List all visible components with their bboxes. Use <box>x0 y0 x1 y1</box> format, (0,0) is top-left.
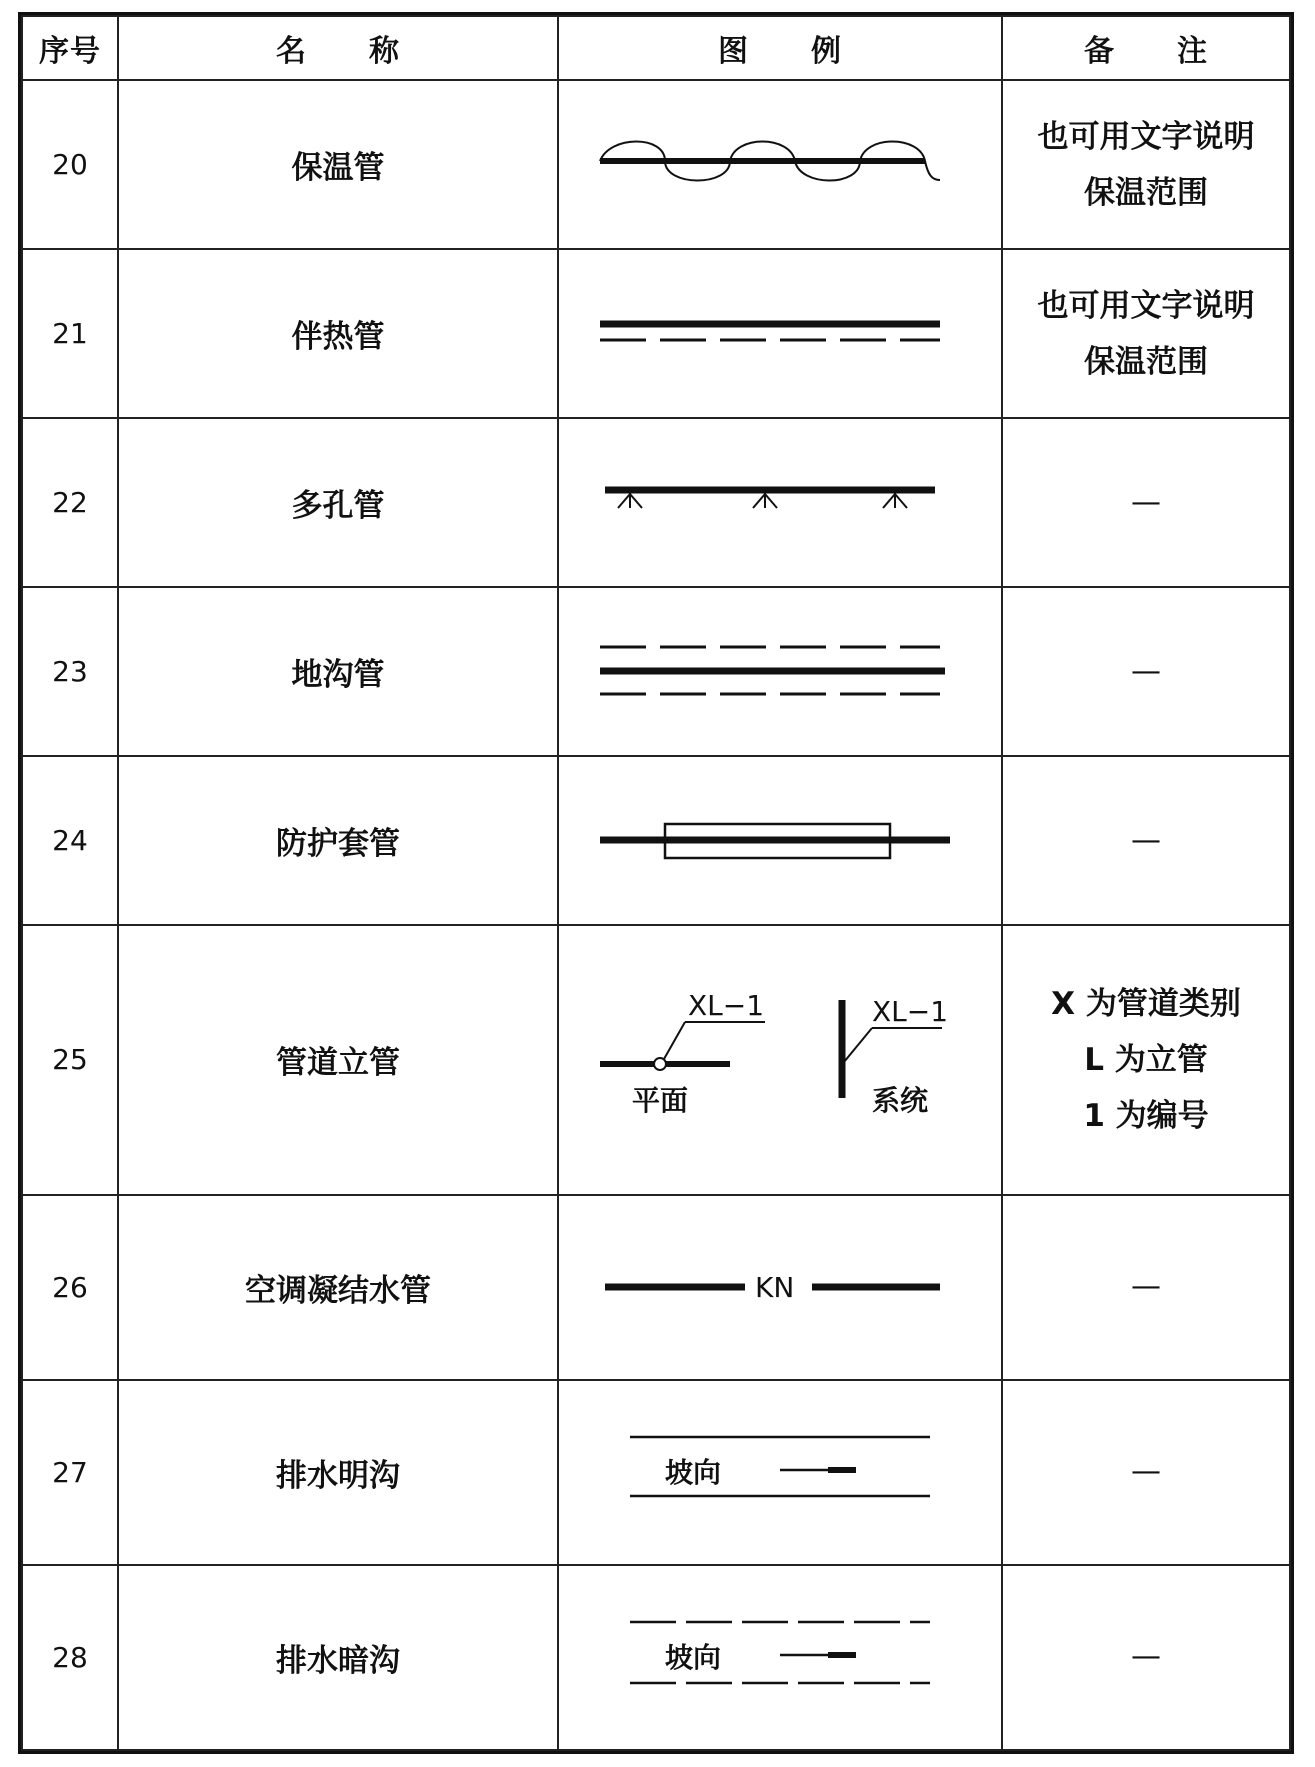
row-remark <box>1002 925 1290 1195</box>
row-number: 27 <box>22 1380 118 1565</box>
table-row <box>22 756 1290 925</box>
row-number: 26 <box>22 1195 118 1380</box>
row-number: 22 <box>22 418 118 587</box>
table-row <box>22 925 1290 1195</box>
row-name: 多孔管 <box>118 418 558 587</box>
row-remark <box>1002 756 1290 925</box>
row-name: 排水明沟 <box>118 1380 558 1565</box>
row-remark <box>1002 80 1290 249</box>
row-remark <box>1002 249 1290 418</box>
remark-line: 1 为编号 <box>1083 1097 1209 1134</box>
row-remark <box>1002 1195 1290 1380</box>
pipe-legend-table <box>21 15 1291 1751</box>
table-row <box>22 1565 1290 1750</box>
row-remark <box>1002 1380 1290 1565</box>
remark-line: — <box>1131 484 1161 520</box>
row-number: 24 <box>22 756 118 925</box>
table-row <box>22 1380 1290 1565</box>
row-number: 20 <box>22 80 118 249</box>
remark-line: 保温范围 <box>1084 343 1208 380</box>
row-name: 管道立管 <box>118 925 558 1195</box>
riser-label-system: XL−1 <box>872 994 949 1028</box>
header-remark: 备 注 <box>1002 16 1290 80</box>
row-name: 地沟管 <box>118 587 558 756</box>
row-name: 空调凝结水管 <box>118 1195 558 1380</box>
table-row <box>22 418 1290 587</box>
header-name: 名 称 <box>118 16 558 80</box>
legend-table-sheet <box>18 12 1294 1754</box>
table-row <box>22 80 1290 249</box>
heat-tracing-pipe-symbol <box>558 249 1002 418</box>
row-remark <box>1002 418 1290 587</box>
condensate-code: KN <box>755 1271 795 1305</box>
row-remark <box>1002 587 1290 756</box>
table-row <box>22 249 1290 418</box>
open-drain-symbol <box>558 1380 1002 1565</box>
condensate-pipe-symbol <box>558 1195 1002 1380</box>
row-name: 伴热管 <box>118 249 558 418</box>
riser-pipe-symbol <box>558 925 1002 1195</box>
table-row <box>22 587 1290 756</box>
covered-drain-symbol <box>558 1565 1002 1750</box>
insulated-pipe-symbol <box>558 80 1002 249</box>
row-remark <box>1002 1565 1290 1750</box>
row-name: 排水暗沟 <box>118 1565 558 1750</box>
remark-line: — <box>1131 1454 1161 1490</box>
header-legend: 图 例 <box>558 16 1002 80</box>
row-number: 21 <box>22 249 118 418</box>
row-name: 防护套管 <box>118 756 558 925</box>
remark-line: 保温范围 <box>1084 174 1208 211</box>
remark-line: L 为立管 <box>1084 1041 1208 1078</box>
row-name: 保温管 <box>118 80 558 249</box>
row-number: 28 <box>22 1565 118 1750</box>
row-number: 23 <box>22 587 118 756</box>
remark-line: — <box>1131 1269 1161 1305</box>
row-number: 25 <box>22 925 118 1195</box>
system-caption: 系统 <box>872 1083 929 1117</box>
slope-caption: 坡向 <box>665 1641 722 1675</box>
protective-sleeve-symbol <box>558 756 1002 925</box>
slope-caption: 坡向 <box>665 1456 722 1490</box>
header-row <box>22 16 1290 80</box>
remark-line: — <box>1131 822 1161 858</box>
header-seq: 序号 <box>22 16 118 80</box>
remark-line: — <box>1131 1639 1161 1675</box>
remark-line: 也可用文字说明 <box>1037 118 1255 155</box>
remark-line: X 为管道类别 <box>1051 985 1241 1022</box>
trench-pipe-symbol <box>558 587 1002 756</box>
riser-label-plan: XL−1 <box>688 988 765 1022</box>
remark-line: 也可用文字说明 <box>1037 287 1255 324</box>
plan-caption: 平面 <box>632 1083 689 1117</box>
table-row <box>22 1195 1290 1380</box>
remark-line: — <box>1131 653 1161 689</box>
perforated-pipe-symbol <box>558 418 1002 587</box>
